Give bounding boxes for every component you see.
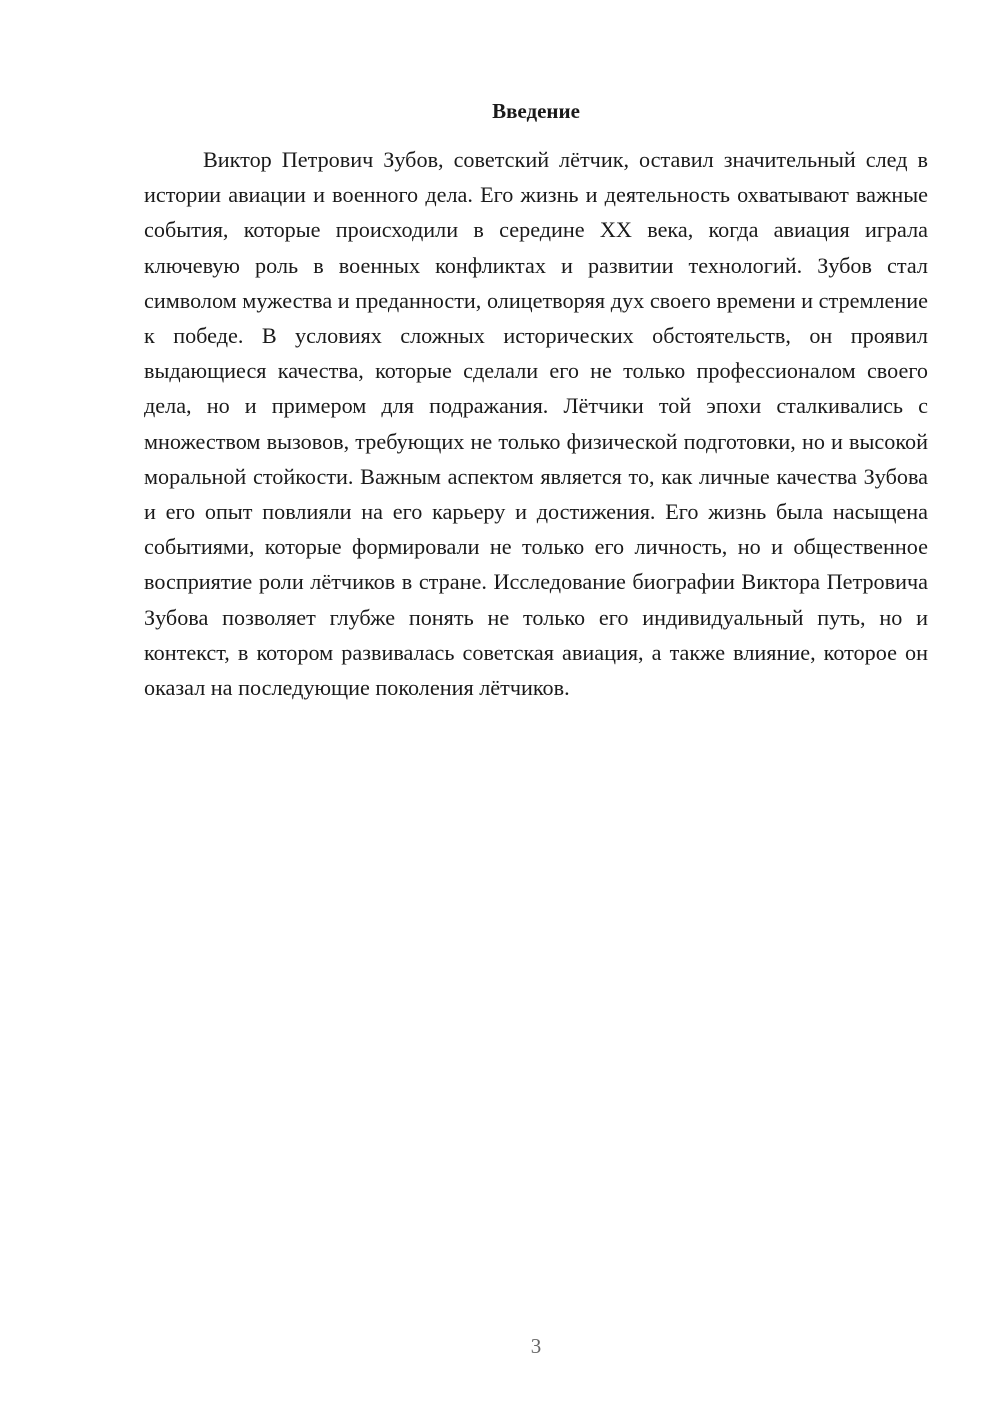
- body-paragraph: Виктор Петрович Зубов, советский лётчик, оставил значительный след в истории авиации и военного дела. Его жизнь и деятельность охватывают важные события, которые происходили в середине XX века, когда авиация играла ключевую роль в военных конфликтах и развитии технологий. Зубов стал символом мужества и преданности, олицетворяя дух своего времени и стремление к победе. В условиях сложных исторических обстоятельств, он проявил выдающиеся качества, которые сделали его не только профессионалом своего дела, но и примером для подражания. Лётчики той эпохи сталкивались с множеством вызовов, требующих не только физической подготовки, но и высокой моральной стойкости. Важным аспектом является то, как личные качества Зубова и его опыт повлияли на его карьеру и достижения. Его жизнь была насыщена событиями, которые формировали не только его личность, но и общественное восприятие роли лётчиков в стране. Исследование биографии Виктора Петровича Зубова позволяет глубже понять не только его индивидуальный путь, но и контекст, в котором развивалась советская авиация, а также влияние, которое он оказал на последующие поколения лётчиков.: [144, 147, 928, 701]
- page-number: 3: [530, 1334, 542, 1358]
- section-heading: Введение: [492, 99, 580, 123]
